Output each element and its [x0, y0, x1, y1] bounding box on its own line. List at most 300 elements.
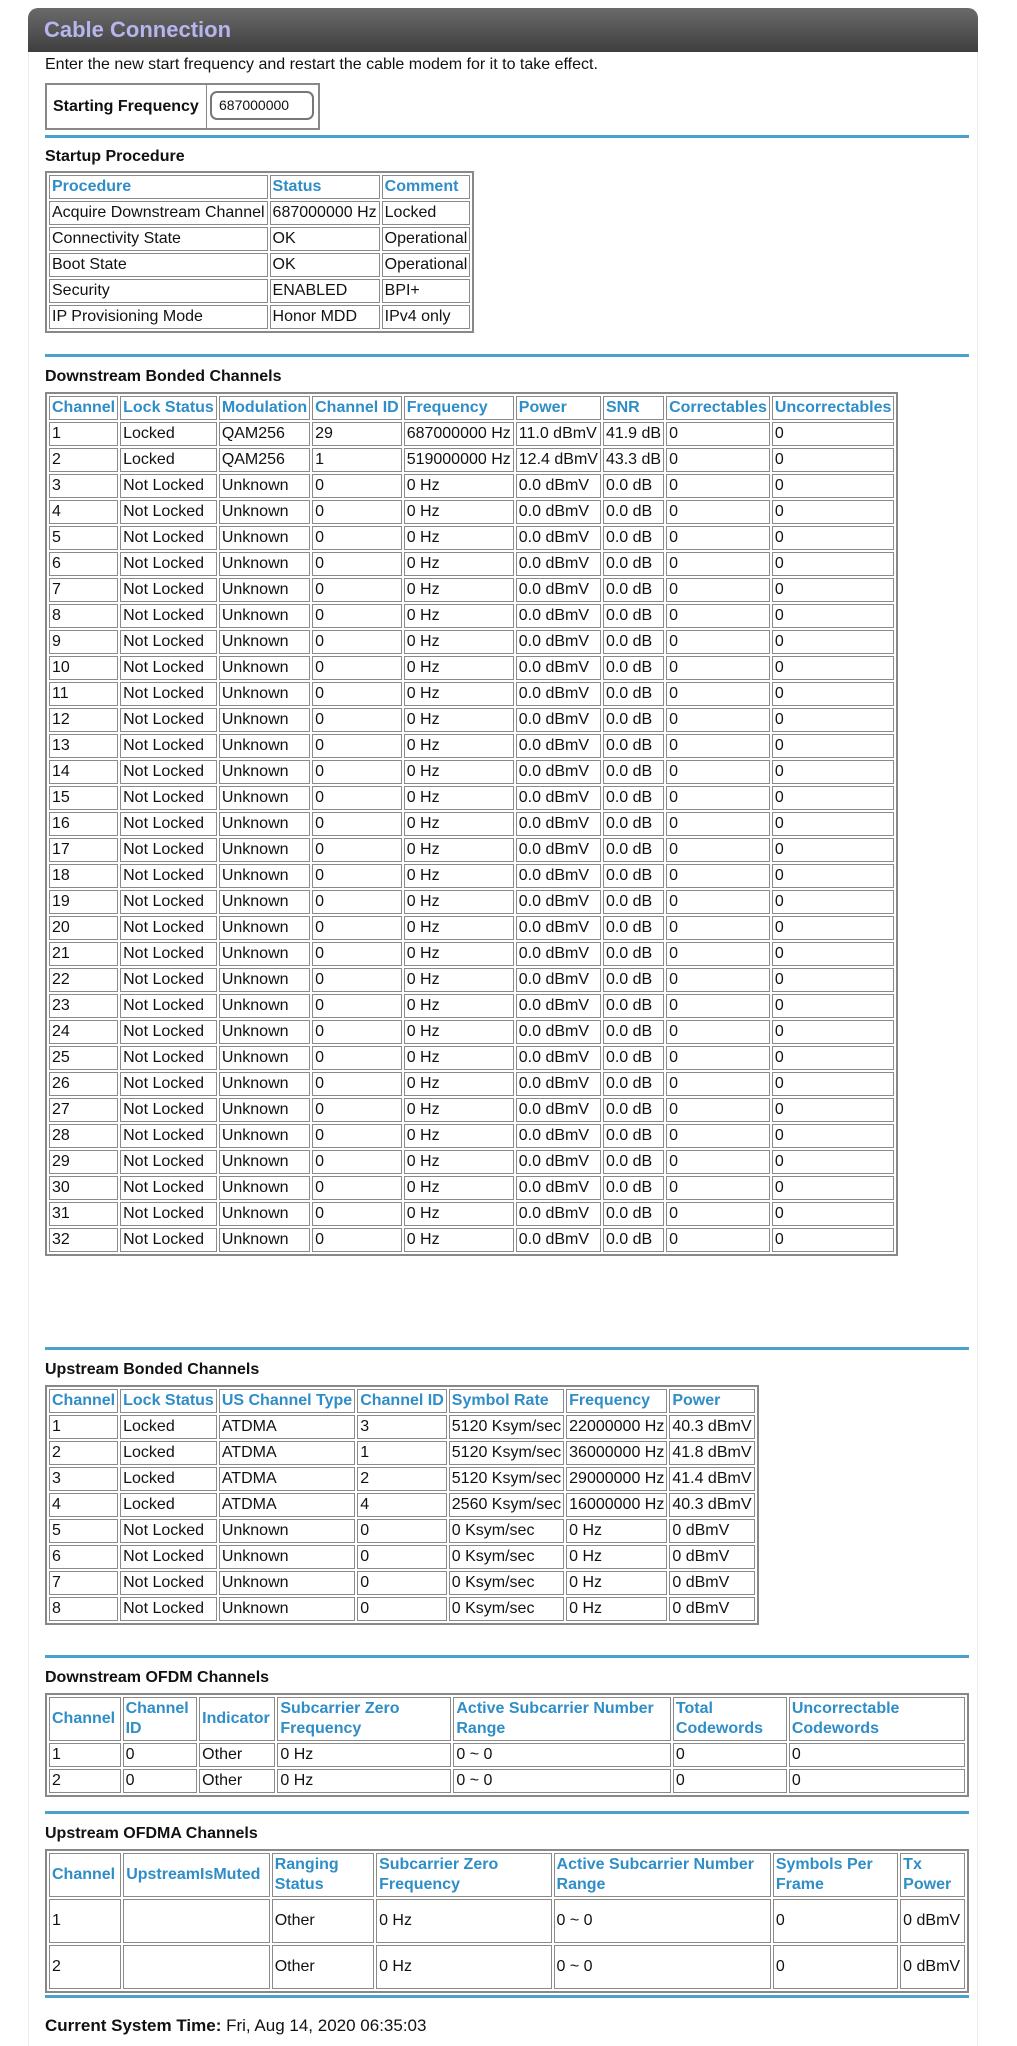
table-cell: Acquire Downstream Channel: [49, 201, 268, 225]
table-row: [49, 552, 894, 576]
table-cell: 0: [312, 890, 402, 914]
table-cell: Not Locked: [120, 474, 217, 498]
table-cell: 0: [312, 760, 402, 784]
table-row: [49, 1124, 894, 1148]
table-cell: Locked: [120, 1415, 217, 1439]
table-cell: Not Locked: [120, 682, 217, 706]
table-cell: Not Locked: [120, 1150, 217, 1174]
table-cell: 1: [357, 1441, 447, 1465]
table-cell: 0 dBmV: [669, 1571, 754, 1595]
table-cell: Unknown: [219, 656, 310, 680]
table-cell: Not Locked: [120, 578, 217, 602]
table-row: [49, 864, 894, 888]
table-cell: 0: [666, 526, 770, 550]
table-row: [49, 708, 894, 732]
column-header: Channel ID: [357, 1389, 447, 1413]
table-cell: 0.0 dB: [603, 708, 664, 732]
table-cell: 0: [357, 1571, 447, 1595]
table-cell: 0 Hz: [376, 1899, 551, 1943]
table-row: [49, 942, 894, 966]
table-cell: 31: [49, 1202, 118, 1226]
table-cell: Other: [199, 1743, 275, 1767]
table-cell: Not Locked: [120, 890, 217, 914]
table-cell: 0 Hz: [404, 552, 514, 576]
table-cell: 0.0 dBmV: [516, 760, 601, 784]
table-cell: 15: [49, 786, 118, 810]
table-cell: 0.0 dBmV: [516, 1020, 601, 1044]
table-cell: 0: [666, 708, 770, 732]
table-cell: IP Provisioning Mode: [49, 305, 268, 329]
table-cell: 0.0 dBmV: [516, 942, 601, 966]
table-row: [49, 916, 894, 940]
table-cell: Not Locked: [120, 1072, 217, 1096]
column-header: Lock Status: [120, 1389, 217, 1413]
table-cell: 0.0 dB: [603, 474, 664, 498]
table-cell: 0.0 dBmV: [516, 1098, 601, 1122]
downstream-bonded-table: [45, 392, 898, 1256]
table-cell: Unknown: [219, 1150, 310, 1174]
table-cell: 0.0 dBmV: [516, 1228, 601, 1252]
table-cell: QAM256: [219, 448, 310, 472]
table-row: [49, 578, 894, 602]
table-cell: 1: [49, 1415, 118, 1439]
table-row: [49, 1020, 894, 1044]
table-cell: 0: [666, 760, 770, 784]
table-cell: 0: [312, 994, 402, 1018]
column-header: Total Codewords: [673, 1697, 787, 1741]
table-cell: OK: [270, 227, 380, 251]
table-cell: 0: [772, 422, 895, 446]
table-cell: 0: [666, 916, 770, 940]
table-cell: Locked: [120, 448, 217, 472]
table-cell: Not Locked: [120, 864, 217, 888]
table-cell: Unknown: [219, 890, 310, 914]
table-cell: 0: [312, 552, 402, 576]
table-cell: Unknown: [219, 1046, 310, 1070]
table-cell: 0: [772, 552, 895, 576]
starting-frequency-label: Starting Frequency: [51, 85, 207, 128]
table-cell: 22000000 Hz: [566, 1415, 667, 1439]
column-header: Symbol Rate: [449, 1389, 564, 1413]
table-cell: 0 dBmV: [900, 1945, 965, 1989]
table-cell: 0: [312, 1020, 402, 1044]
table-cell: 22: [49, 968, 118, 992]
table-cell: Not Locked: [120, 1046, 217, 1070]
table-cell: 16000000 Hz: [566, 1493, 667, 1517]
table-cell: 0.0 dBmV: [516, 838, 601, 862]
table-cell: 0: [789, 1769, 965, 1793]
table-cell: 0.0 dB: [603, 1020, 664, 1044]
table-row: [49, 201, 470, 225]
starting-frequency-row: [45, 83, 320, 130]
table-cell: 0: [666, 500, 770, 524]
table-cell: 0: [772, 1046, 895, 1070]
column-header: Channel: [49, 1697, 121, 1741]
table-cell: 0 Hz: [404, 864, 514, 888]
table-cell: 0: [789, 1743, 965, 1767]
table-cell: 0: [357, 1545, 447, 1569]
table-cell: 9: [49, 630, 118, 654]
table-cell: 0 Hz: [404, 994, 514, 1018]
upstream-bonded-title: Upstream Bonded Channels: [45, 1361, 260, 1378]
table-cell: 0.0 dB: [603, 656, 664, 680]
table-cell: Unknown: [219, 812, 310, 836]
column-header: Lock Status: [120, 396, 217, 420]
table-row: [49, 734, 894, 758]
table-cell: 0 Hz: [404, 1020, 514, 1044]
table-row: [49, 1519, 755, 1543]
table-cell: Not Locked: [120, 1098, 217, 1122]
table-cell: 0: [772, 448, 895, 472]
table-cell: 0: [312, 474, 402, 498]
table-cell: Not Locked: [120, 760, 217, 784]
downstream-ofdm-title: Downstream OFDM Channels: [45, 1669, 270, 1686]
table-cell: 0: [666, 422, 770, 446]
table-cell: 0.0 dBmV: [516, 968, 601, 992]
table-cell: 0 Hz: [404, 630, 514, 654]
table-cell: 0: [772, 812, 895, 836]
table-cell: 0.0 dB: [603, 838, 664, 862]
table-cell: OK: [270, 253, 380, 277]
table-row: [49, 526, 894, 550]
table-cell: 0: [312, 500, 402, 524]
table-cell: Locked: [120, 1467, 217, 1491]
table-cell: 0: [666, 994, 770, 1018]
window-title: Cable Connection: [44, 17, 232, 42]
table-cell: 0.0 dB: [603, 760, 664, 784]
table-cell: 0: [666, 1150, 770, 1174]
table-cell: 0: [666, 1124, 770, 1148]
table-cell: 41.4 dBmV: [669, 1467, 754, 1491]
table-row: [49, 422, 894, 446]
upstream-ofdma-title: Upstream OFDMA Channels: [45, 1825, 258, 1842]
table-cell: 41.8 dBmV: [669, 1441, 754, 1465]
table-cell: 0: [772, 500, 895, 524]
table-cell: 0 Hz: [404, 760, 514, 784]
table-cell: 2: [49, 448, 118, 472]
table-cell: 0: [666, 1176, 770, 1200]
table-row: [49, 760, 894, 784]
upstream-bonded-table: [45, 1385, 759, 1625]
table-cell: ENABLED: [270, 279, 380, 303]
table-cell: 28: [49, 1124, 118, 1148]
table-cell: 4: [49, 1493, 118, 1517]
table-cell: Not Locked: [120, 552, 217, 576]
table-row: [49, 1545, 755, 1569]
table-cell: 0.0 dBmV: [516, 1150, 601, 1174]
table-cell: ATDMA: [219, 1467, 355, 1491]
table-cell: 0.0 dBmV: [516, 1124, 601, 1148]
table-cell: 2560 Ksym/sec: [449, 1493, 564, 1517]
column-header: Channel: [49, 396, 118, 420]
table-cell: 14: [49, 760, 118, 784]
table-cell: 0: [312, 838, 402, 862]
table-cell: 0: [772, 578, 895, 602]
table-row: [49, 812, 894, 836]
table-cell: 0 ~ 0: [554, 1945, 771, 1989]
table-cell: 0 Hz: [404, 604, 514, 628]
table-cell: Locked: [120, 422, 217, 446]
table-cell: 0 Hz: [404, 500, 514, 524]
table-cell: 0 Hz: [404, 890, 514, 914]
table-cell: 0: [772, 994, 895, 1018]
table-cell: 29: [49, 1150, 118, 1174]
title-bar: [28, 8, 978, 52]
table-cell: 0.0 dBmV: [516, 1176, 601, 1200]
table-cell: 0: [666, 604, 770, 628]
table-cell: Unknown: [219, 1519, 355, 1543]
table-cell: 0.0 dBmV: [516, 630, 601, 654]
table-cell: 6: [49, 1545, 118, 1569]
table-row: [49, 1098, 894, 1122]
table-cell: Locked: [120, 1441, 217, 1465]
table-cell: 0.0 dBmV: [516, 864, 601, 888]
table-cell: 0.0 dB: [603, 604, 664, 628]
table-cell: 13: [49, 734, 118, 758]
table-cell: 0.0 dBmV: [516, 682, 601, 706]
table-cell: 40.3 dBmV: [669, 1493, 754, 1517]
table-cell: 5120 Ksym/sec: [449, 1441, 564, 1465]
table-cell: 0: [312, 916, 402, 940]
table-cell: 0.0 dB: [603, 1176, 664, 1200]
table-cell: 0 ~ 0: [453, 1743, 671, 1767]
table-row: [49, 1228, 894, 1252]
table-cell: 0.0 dB: [603, 1228, 664, 1252]
table-cell: 5: [49, 526, 118, 550]
table-cell: 687000000 Hz: [404, 422, 514, 446]
table-cell: Unknown: [219, 968, 310, 992]
table-cell: 26: [49, 1072, 118, 1096]
table-cell: 0.0 dB: [603, 1124, 664, 1148]
table-cell: Not Locked: [120, 1124, 217, 1148]
table-cell: 0: [666, 1020, 770, 1044]
table-cell: 0: [772, 1020, 895, 1044]
table-cell: Not Locked: [120, 1545, 217, 1569]
table-cell: Not Locked: [120, 1020, 217, 1044]
table-cell: 0: [666, 578, 770, 602]
table-cell: 0: [772, 1150, 895, 1174]
table-cell: 0: [312, 1176, 402, 1200]
table-cell: 0: [312, 1202, 402, 1226]
table-cell: Unknown: [219, 760, 310, 784]
table-cell: 11.0 dBmV: [516, 422, 601, 446]
intro-text: Enter the new start frequency and restart the cable modem for it to take effect.: [45, 56, 598, 73]
table-cell: 0 Hz: [404, 838, 514, 862]
table-cell: 43.3 dB: [603, 448, 664, 472]
system-time-label: Current System Time:: [45, 2016, 222, 2035]
table-cell: Unknown: [219, 1571, 355, 1595]
table-cell: 0.0 dBmV: [516, 552, 601, 576]
table-cell: Locked: [382, 201, 471, 225]
table-cell: 0.0 dB: [603, 552, 664, 576]
table-cell: Not Locked: [120, 812, 217, 836]
table-cell: Not Locked: [120, 838, 217, 862]
table-cell: Unknown: [219, 682, 310, 706]
table-cell: 0.0 dBmV: [516, 474, 601, 498]
table-cell: Connectivity State: [49, 227, 268, 251]
table-cell: 0: [312, 968, 402, 992]
table-cell: 12.4 dBmV: [516, 448, 601, 472]
table-cell: 0 dBmV: [669, 1545, 754, 1569]
table-cell: 0.0 dB: [603, 942, 664, 966]
section-divider: [45, 135, 969, 138]
table-cell: 0: [772, 734, 895, 758]
column-header: Channel: [49, 1853, 121, 1897]
table-cell: 0: [772, 838, 895, 862]
table-cell: 0: [666, 552, 770, 576]
table-cell: Not Locked: [120, 630, 217, 654]
table-cell: 0: [772, 708, 895, 732]
table-cell: 0: [666, 630, 770, 654]
table-cell: 0 Hz: [404, 1202, 514, 1226]
table-cell: Unknown: [219, 1072, 310, 1096]
table-cell: 0.0 dBmV: [516, 578, 601, 602]
table-cell: 0 Ksym/sec: [449, 1545, 564, 1569]
table-cell: 0: [772, 786, 895, 810]
column-header: Subcarrier Zero Frequency: [277, 1697, 451, 1741]
table-cell: 0.0 dB: [603, 1202, 664, 1226]
table-cell: 0: [772, 1098, 895, 1122]
table-cell: Unknown: [219, 838, 310, 862]
table-cell: Not Locked: [120, 1228, 217, 1252]
table-cell: 0 dBmV: [669, 1597, 754, 1621]
table-cell: 0 Hz: [404, 1072, 514, 1096]
table-cell: 0: [772, 1124, 895, 1148]
table-cell: 29: [312, 422, 402, 446]
table-cell: 0: [772, 942, 895, 966]
table-cell: 0 Hz: [404, 968, 514, 992]
table-cell: Not Locked: [120, 708, 217, 732]
table-cell: 7: [49, 578, 118, 602]
table-cell: Unknown: [219, 1202, 310, 1226]
table-cell: 0: [772, 890, 895, 914]
table-cell: Not Locked: [120, 1597, 217, 1621]
table-cell: 1: [312, 448, 402, 472]
table-cell: Unknown: [219, 864, 310, 888]
table-cell: 0: [666, 1098, 770, 1122]
table-cell: 0: [772, 968, 895, 992]
current-system-time: [45, 2016, 426, 2036]
table-cell: 2: [49, 1769, 121, 1793]
table-cell: 12: [49, 708, 118, 732]
table-cell: 0: [772, 916, 895, 940]
table-row: [49, 1046, 894, 1070]
table-cell: 0 Hz: [404, 916, 514, 940]
table-row: [49, 838, 894, 862]
table-row: [49, 604, 894, 628]
table-cell: 0: [312, 786, 402, 810]
table-row: [49, 1441, 755, 1465]
table-cell: 519000000 Hz: [404, 448, 514, 472]
table-row: [49, 1493, 755, 1517]
table-cell: 21: [49, 942, 118, 966]
table-cell: 0 Hz: [404, 656, 514, 680]
table-row: [49, 474, 894, 498]
table-row: [49, 1072, 894, 1096]
table-cell: Unknown: [219, 708, 310, 732]
table-cell: 0: [673, 1743, 787, 1767]
table-cell: 11: [49, 682, 118, 706]
table-cell: 24: [49, 1020, 118, 1044]
table-cell: Not Locked: [120, 734, 217, 758]
table-cell: Not Locked: [120, 968, 217, 992]
table-cell: 0 Ksym/sec: [449, 1597, 564, 1621]
table-cell: 0.0 dB: [603, 864, 664, 888]
table-cell: 0.0 dBmV: [516, 656, 601, 680]
table-cell: 0 Hz: [404, 1150, 514, 1174]
table-cell: 25: [49, 1046, 118, 1070]
column-header: Ranging Status: [272, 1853, 374, 1897]
table-cell: Not Locked: [120, 500, 217, 524]
column-header: Frequency: [404, 396, 514, 420]
table-cell: 0: [666, 838, 770, 862]
table-cell: 0: [312, 734, 402, 758]
table-cell: 0: [772, 604, 895, 628]
upstream-ofdma-table: [45, 1849, 969, 1993]
table-cell: 0.0 dB: [603, 916, 664, 940]
table-cell: Unknown: [219, 552, 310, 576]
table-row: [49, 1150, 894, 1174]
column-header: Correctables: [666, 396, 770, 420]
table-cell: 0: [312, 1150, 402, 1174]
table-cell: 4: [357, 1493, 447, 1517]
table-cell: 3: [49, 474, 118, 498]
table-row: [49, 890, 894, 914]
table-cell: 0: [666, 1046, 770, 1070]
downstream-bonded-title: Downstream Bonded Channels: [45, 368, 282, 385]
table-cell: 0: [312, 1098, 402, 1122]
table-cell: 8: [49, 604, 118, 628]
column-header: Symbols Per Frame: [773, 1853, 898, 1897]
table-row: [49, 1202, 894, 1226]
starting-frequency-input[interactable]: 687000000: [210, 91, 314, 120]
table-cell: Unknown: [219, 1228, 310, 1252]
table-cell: Unknown: [219, 1545, 355, 1569]
table-cell: 0.0 dB: [603, 890, 664, 914]
table-cell: 0: [312, 1228, 402, 1252]
column-header: Comment: [382, 175, 471, 199]
table-cell: 0 Hz: [404, 682, 514, 706]
table-cell: 0: [312, 708, 402, 732]
table-cell: Unknown: [219, 1020, 310, 1044]
column-header: Channel ID: [123, 1697, 198, 1741]
table-cell: 0 Hz: [404, 708, 514, 732]
table-cell: 0: [357, 1519, 447, 1543]
table-cell: 0: [666, 812, 770, 836]
table-cell: 3: [49, 1467, 118, 1491]
table-cell: 0.0 dB: [603, 1150, 664, 1174]
table-cell: 0: [772, 682, 895, 706]
table-cell: Unknown: [219, 994, 310, 1018]
column-header: Frequency: [566, 1389, 667, 1413]
table-cell: 0: [312, 864, 402, 888]
table-cell: 0.0 dB: [603, 994, 664, 1018]
table-cell: Unknown: [219, 604, 310, 628]
table-row: [49, 1415, 755, 1439]
table-cell: 0: [666, 1202, 770, 1226]
table-cell: Unknown: [219, 578, 310, 602]
table-cell: 0: [312, 630, 402, 654]
table-cell: 0 Hz: [404, 1046, 514, 1070]
startup-procedure-table: [45, 171, 474, 333]
table-cell: 4: [49, 500, 118, 524]
column-header: Channel: [49, 1389, 118, 1413]
table-cell: 0: [773, 1899, 898, 1943]
table-cell: Operational: [382, 227, 471, 251]
section-divider: [45, 1655, 969, 1658]
table-row: [49, 1467, 755, 1491]
table-cell: 0.0 dBmV: [516, 604, 601, 628]
